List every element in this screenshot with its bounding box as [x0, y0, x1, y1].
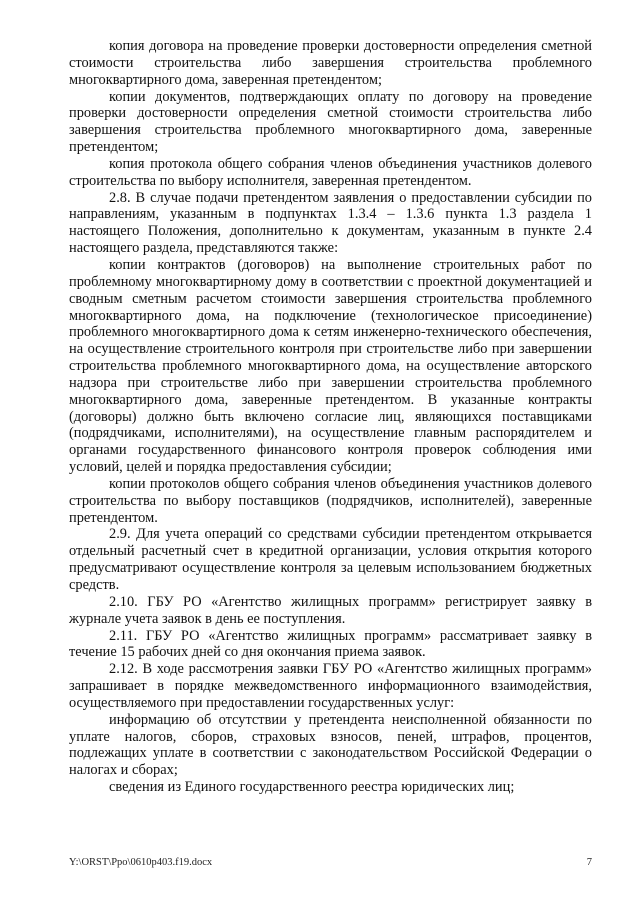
paragraph-2-11: 2.11. ГБУ РО «Агентство жилищных программ» рассматривает заявку в течение 15 рабочих дней со дня окончания приема заявок. [69, 627, 592, 661]
document-body [69, 38, 592, 796]
paragraph-tax-info: информацию об отсутствии у претендента неисполненной обязанности по уплате налогов, сборов, страховых взносов, пеней, штрафов, процентов, подлежащих уплате в соответствии с законодательством Российской Федерации о налогах и сборах; [69, 711, 592, 779]
paragraph-payment-documents: копии документов, подтверждающих оплату по договору на проведение проверки достоверности определения сметной стоимости строительства либо завершения строительства проблемного многоквартирного дома, заверенные претендентом; [69, 88, 592, 156]
paragraph-contract-copy: копия договора на проведение проверки достоверности определения сметной стоимости строительства либо завершения строительства проблемного многоквартирного дома, заверенная претендентом; [69, 38, 592, 88]
paragraph-protocols-copies: копии протоколов общего собрания членов объединения участников долевого строительства по выбору поставщиков (подрядчиков, исполнителей), заверенные претендентом. [69, 475, 592, 526]
paragraph-2-10: 2.10. ГБУ РО «Агентство жилищных программ» регистрирует заявку в журнале учета заявок в день ее поступления. [69, 593, 592, 627]
paragraph-contracts-copies: копии контрактов (договоров) на выполнение строительных работ по проблемному многоквартирному дому в соответствии с проектной документацией и сводным сметным расчетом стоимости завершения строительства проблемного многоквартирного дома, на подключение (технологическое присоединение) проблемного многоквартирного дома к сетям инженерно-технического обеспечения, на осуществление строительного контроля при строительстве либо при завершении строительства проблемного многоквартирного дома, на осуществление авторского надзора при строительстве либо при завершении строительства проблемного многоквартирного дома, заверенные претендентом. В указанные контракты (договоры) должно быть включено согласие лиц, являющихся поставщиками (подрядчиками, исполнителями), на осуществление главным распорядителем и органами государственного финансового контроля проверок соблюдения ими условий, целей и порядка предоставления субсидии; [69, 256, 592, 476]
page-number: 7 [586, 857, 592, 868]
footer-file-path: Y:\ORST\Ppo\0610p403.f19.docx [69, 857, 213, 868]
paragraph-egrul-info: сведения из Единого государственного реестра юридических лиц; [109, 779, 515, 796]
paragraph-2-12: 2.12. В ходе рассмотрения заявки ГБУ РО «Агентство жилищных программ» запрашивает в порядке межведомственного информационного взаимодействия, осуществляемого при предоставлении государственных услуг: [69, 661, 592, 711]
paragraph-2-9: 2.9. Для учета операций со средствами субсидии претендентом открывается отдельный расчетный счет в кредитной организации, условия открытия которого предусматривают осуществление контроля за целевым использованием бюджетных средств. [69, 526, 592, 593]
paragraph-2-8: 2.8. В случае подачи претендентом заявления о предоставлении субсидии по направлениям, указанным в подпунктах 1.3.4 – 1.3.6 пункта 1.3 раздела 1 настоящего Положения, дополнительно к документам, указанным в пункте 2.4 настоящего раздела, представляются также: [69, 189, 592, 257]
paragraph-meeting-protocol: копия протокола общего собрания членов объединения участников долевого строительства по выбору исполнителя, заверенная претендентом. [69, 155, 592, 189]
